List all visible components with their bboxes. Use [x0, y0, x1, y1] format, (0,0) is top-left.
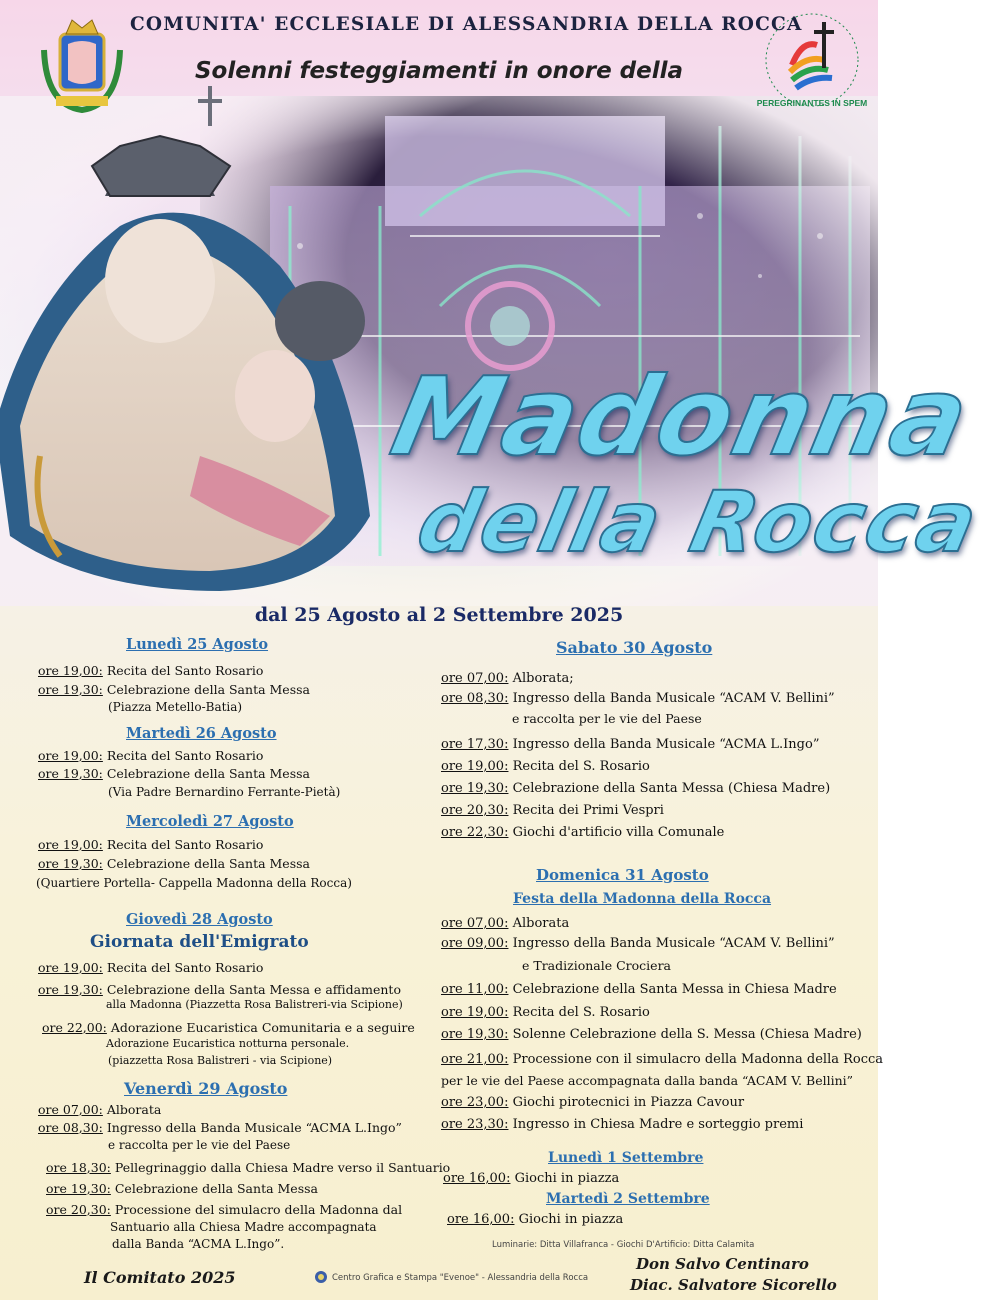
- schedule-row: ore 08,30: Ingresso della Banda Musicale “ACAM V. Bellini”: [441, 691, 835, 706]
- schedule-row: ore 22,00: Adorazione Eucaristica Comunitaria e a seguire: [42, 1020, 415, 1035]
- schedule-row: ore 19,00: Recita del Santo Rosario: [38, 960, 264, 975]
- row-continuation: e raccolta per le vie del Paese: [512, 711, 702, 726]
- schedule-row: ore 19,00: Recita del S. Rosario: [441, 1005, 650, 1020]
- day-heading-tue26: Martedì 26 Agosto: [126, 725, 277, 742]
- signature-deacon: Diac. Salvatore Sicorello: [630, 1276, 837, 1294]
- day-heading-mon1: Lunedì 1 Settembre: [548, 1150, 704, 1166]
- signature-priest: Don Salvo Centinaro: [636, 1255, 809, 1273]
- schedule-row: ore 20,30: Processione del simulacro della Madonna dal: [46, 1202, 403, 1217]
- row-continuation: e Tradizionale Crociera: [522, 958, 672, 973]
- organization-title: COMUNITA' ECCLESIALE DI ALESSANDRIA DELLA ROCCA: [130, 14, 803, 35]
- main-title-della-rocca: della Rocca: [409, 473, 988, 571]
- day-subtitle-emigrato: Giornata dell'Emigrato: [90, 932, 309, 952]
- schedule-row: ore 20,30: Recita dei Primi Vespri: [441, 803, 664, 818]
- schedule-row: ore 17,30: Ingresso della Banda Musicale “ACMA L.Ingo”: [441, 737, 820, 752]
- row-continuation: e raccolta per le vie del Paese: [108, 1138, 291, 1152]
- committee-signature: Il Comitato 2025: [84, 1268, 236, 1287]
- credits-line: Luminarie: Ditta Villafranca - Giochi D'Artificio: Ditta Calamita: [492, 1240, 755, 1250]
- day-heading-thu28: Giovedì 28 Agosto: [126, 911, 273, 928]
- event-subtitle: Solenni festeggiamenti in onore della: [194, 58, 684, 84]
- schedule-row: ore 16,00: Giochi in piazza: [443, 1171, 620, 1186]
- location-note: (Quartiere Portella- Cappella Madonna della Rocca): [36, 876, 352, 890]
- schedule-row: ore 07,00: Alborata;: [441, 671, 574, 686]
- schedule-row: ore 09,00: Ingresso della Banda Musicale “ACAM V. Bellini”: [441, 936, 835, 951]
- schedule-row: ore 19,00: Recita del Santo Rosario: [38, 663, 264, 678]
- row-continuation: alla Madonna (Piazzetta Rosa Balistreri-via Scipione): [106, 998, 403, 1011]
- location-note: (Via Padre Bernardino Ferrante-Pietà): [108, 785, 341, 799]
- schedule-row: ore 23,00: Giochi pirotecnici in Piazza Cavour: [441, 1095, 745, 1110]
- schedule-row: ore 19,30: Celebrazione della Santa Messa: [38, 766, 310, 781]
- row-continuation: dalla Banda “ACMA L.Ingo”.: [112, 1237, 285, 1251]
- day-heading-wed27: Mercoledì 27 Agosto: [126, 813, 294, 830]
- row-continuation: Santuario alla Chiesa Madre accompagnata: [110, 1220, 377, 1234]
- row-continuation: Adorazione Eucaristica notturna personale.: [106, 1037, 350, 1050]
- day-heading-fri29: Venerdì 29 Agosto: [124, 1079, 288, 1098]
- schedule-row: ore 22,30: Giochi d'artificio villa Comunale: [441, 825, 725, 840]
- print-shop-logo-icon: [314, 1270, 328, 1284]
- schedule-row: ore 21,00: Processione con il simulacro della Madonna della Rocca: [441, 1052, 884, 1067]
- print-credit: Centro Grafica e Stampa "Evenoe" - Alessandria della Rocca: [332, 1273, 589, 1283]
- day-heading-mon25: Lunedì 25 Agosto: [126, 636, 269, 653]
- schedule-row: ore 19,30: Solenne Celebrazione della S. Messa (Chiesa Madre): [441, 1027, 862, 1042]
- day-subtitle-festa: Festa della Madonna della Rocca: [513, 891, 772, 907]
- schedule-row: ore 19,30: Celebrazione della Santa Messa: [38, 856, 310, 871]
- schedule-row: ore 07,00: Alborata: [38, 1102, 162, 1117]
- schedule-row: ore 19,30: Celebrazione della Santa Messa: [46, 1181, 318, 1196]
- row-continuation: (piazzetta Rosa Balistreri - via Scipione): [108, 1054, 333, 1067]
- schedule-row: ore 11,00: Celebrazione della Santa Messa in Chiesa Madre: [441, 982, 837, 997]
- schedule-row: ore 19,30: Celebrazione della Santa Messa: [38, 682, 310, 697]
- schedule-row: ore 16,00: Giochi in piazza: [447, 1212, 624, 1227]
- date-range: dal 25 Agosto al 2 Settembre 2025: [254, 604, 624, 626]
- schedule-row: ore 19,00: Recita del S. Rosario: [441, 759, 650, 774]
- schedule-row: ore 19,30: Celebrazione della Santa Messa (Chiesa Madre): [441, 781, 831, 796]
- day-heading-tue2: Martedì 2 Settembre: [546, 1191, 710, 1207]
- row-continuation: per le vie del Paese accompagnata dalla banda “ACAM V. Bellini”: [441, 1073, 854, 1088]
- schedule-row: ore 07,00: Alborata: [441, 916, 570, 931]
- main-title-madonna: Madonna: [381, 355, 981, 480]
- schedule-row: ore 08,30: Ingresso della Banda Musicale “ACMA L.Ingo”: [38, 1120, 402, 1135]
- schedule-row: ore 18,30: Pellegrinaggio dalla Chiesa Madre verso il Santuario: [46, 1160, 451, 1175]
- day-heading-sun31: Domenica 31 Agosto: [536, 866, 709, 884]
- schedule-row: ore 19,00: Recita del Santo Rosario: [38, 837, 264, 852]
- schedule-row: ore 19,00: Recita del Santo Rosario: [38, 748, 264, 763]
- jubilee-text: PEREGRINANTES IN SPEM: [756, 98, 868, 108]
- day-heading-sat30: Sabato 30 Agosto: [556, 638, 713, 657]
- schedule-row: ore 23,30: Ingresso in Chiesa Madre e sorteggio premi: [441, 1117, 804, 1132]
- location-note: (Piazza Metello-Batia): [108, 700, 243, 714]
- schedule-row: ore 19,30: Celebrazione della Santa Messa e affidamento: [38, 982, 401, 997]
